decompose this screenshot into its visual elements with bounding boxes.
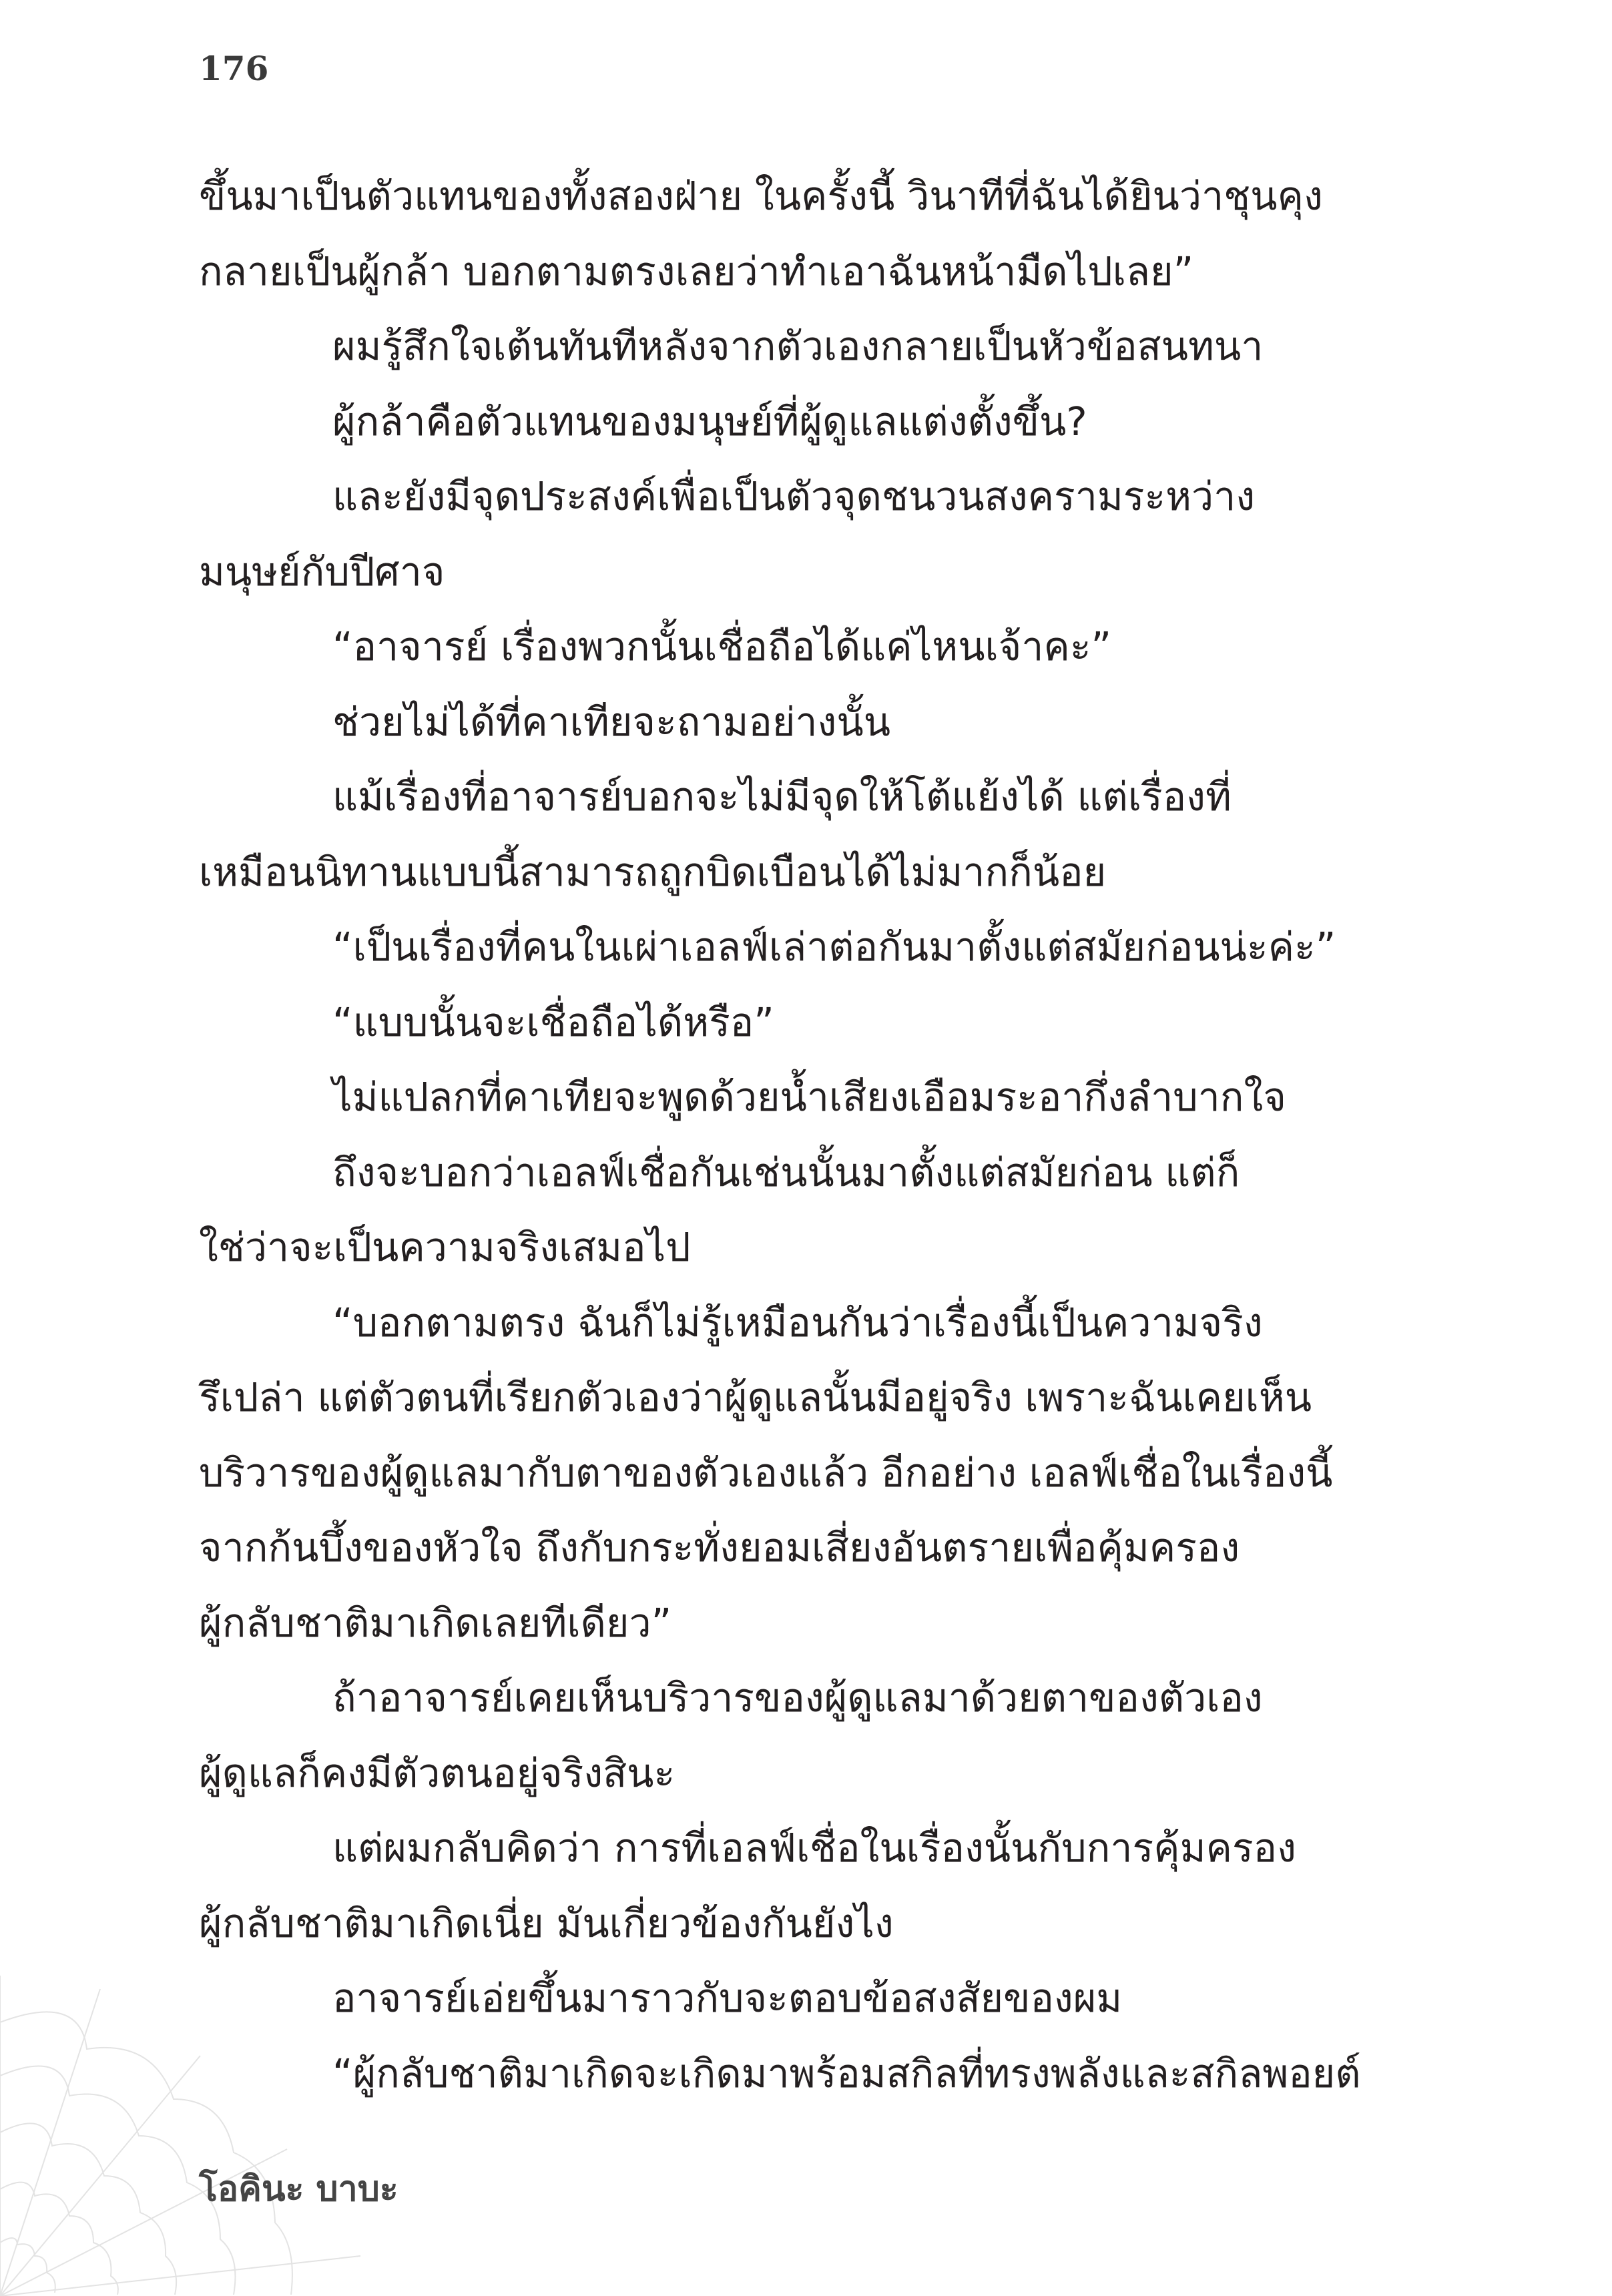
- text-line: “บอกตามตรง ฉันก็ไม่รู้เหมือนกันว่าเรื่องนี้เป็นความจริง: [332, 1299, 1263, 1346]
- text-line: กลายเป็นผู้กล้า บอกตามตรงเลยว่าทำเอาฉันหน้ามืดไปเลย”: [199, 248, 1194, 294]
- cobweb-icon: [0, 1976, 374, 2296]
- page-number: 176: [199, 49, 269, 88]
- text-line: จากก้นบึ้งของหัวใจ ถึงกับกระทั่งยอมเสี่ยงอันตรายเพื่อคุ้มครอง: [199, 1524, 1240, 1570]
- text-line: “อาจารย์ เรื่องพวกนั้นเชื่อถือได้แค่ไหนเจ้าคะ”: [332, 623, 1112, 669]
- text-line: ขึ้นมาเป็นตัวแทนของทั้งสองฝ่าย ในครั้งนี้ วินาทีที่ฉันได้ยินว่าชุนคุง: [199, 173, 1323, 219]
- text-line: “เป็นเรื่องที่คนในเผ่าเอลฟ์เล่าต่อกันมาตั้งแต่สมัยก่อนน่ะค่ะ”: [332, 924, 1336, 970]
- text-line: รึเปล่า แต่ตัวตนที่เรียกตัวเองว่าผู้ดูแลนั้นมีอยู่จริง เพราะฉันเคยเห็น: [199, 1374, 1312, 1420]
- text-line: ผู้กลับชาติมาเกิดเนี่ย มันเกี่ยวข้องกันยังไง: [199, 1900, 894, 1946]
- text-line: เหมือนนิทานแบบนี้สามารถถูกบิดเบือนได้ไม่มากก็น้อย: [199, 848, 1107, 895]
- text-line: ผู้ดูแลก็คงมีตัวตนอยู่จริงสินะ: [199, 1749, 676, 1796]
- text-line: “ผู้กลับชาติมาเกิดจะเกิดมาพร้อมสกิลที่ทรงพลังและสกิลพอยต์: [332, 2050, 1361, 2096]
- text-line: ใช่ว่าจะเป็นความจริงเสมอไป: [199, 1224, 691, 1270]
- footer-author: โอคินะ บาบะ: [199, 2169, 398, 2209]
- text-line: ผมรู้สึกใจเต้นทันทีหลังจากตัวเองกลายเป็นหัวข้อสนทนา: [332, 323, 1264, 369]
- text-line: บริวารของผู้ดูแลมากับตาของตัวเองแล้ว อีกอย่าง เอลฟ์เชื่อในเรื่องนี้: [199, 1449, 1333, 1496]
- text-line: ไม่แปลกที่คาเทียจะพูดด้วยน้ำเสียงเอือมระอากึ่งลำบากใจ: [332, 1074, 1286, 1120]
- text-line: อาจารย์เอ่ยขึ้นมาราวกับจะตอบข้อสงสัยของผม: [332, 1975, 1123, 2021]
- text-line: ถ้าอาจารย์เคยเห็นบริวารของผู้ดูแลมาด้วยตาของตัวเอง: [332, 1675, 1263, 1721]
- text-line: แต่ผมกลับคิดว่า การที่เอลฟ์เชื่อในเรื่องนั้นกับการคุ้มครอง: [332, 1825, 1296, 1871]
- body-text: [199, 159, 1408, 2111]
- text-line: “แบบนั้นจะเชื่อถือได้หรือ”: [332, 998, 774, 1045]
- text-line: ผู้กลับชาติมาเกิดเลยทีเดียว”: [199, 1599, 672, 1646]
- text-line: ช่วยไม่ได้ที่คาเทียจะถามอย่างนั้น: [332, 698, 891, 745]
- text-line: แม้เรื่องที่อาจารย์บอกจะไม่มีจุดให้โต้แย้งได้ แต่เรื่องที่: [332, 774, 1232, 820]
- text-line: มนุษย์กับปีศาจ: [199, 548, 445, 595]
- text-line: ถึงจะบอกว่าเอลฟ์เชื่อกันเช่นนั้นมาตั้งแต่สมัยก่อน แต่ก็: [332, 1149, 1240, 1195]
- text-line: และยังมีจุดประสงค์เพื่อเป็นตัวจุดชนวนสงครามระหว่าง: [332, 473, 1256, 519]
- text-line: ผู้กล้าคือตัวแทนของมนุษย์ที่ผู้ดูแลแต่งตั้งขึ้น?: [332, 398, 1087, 445]
